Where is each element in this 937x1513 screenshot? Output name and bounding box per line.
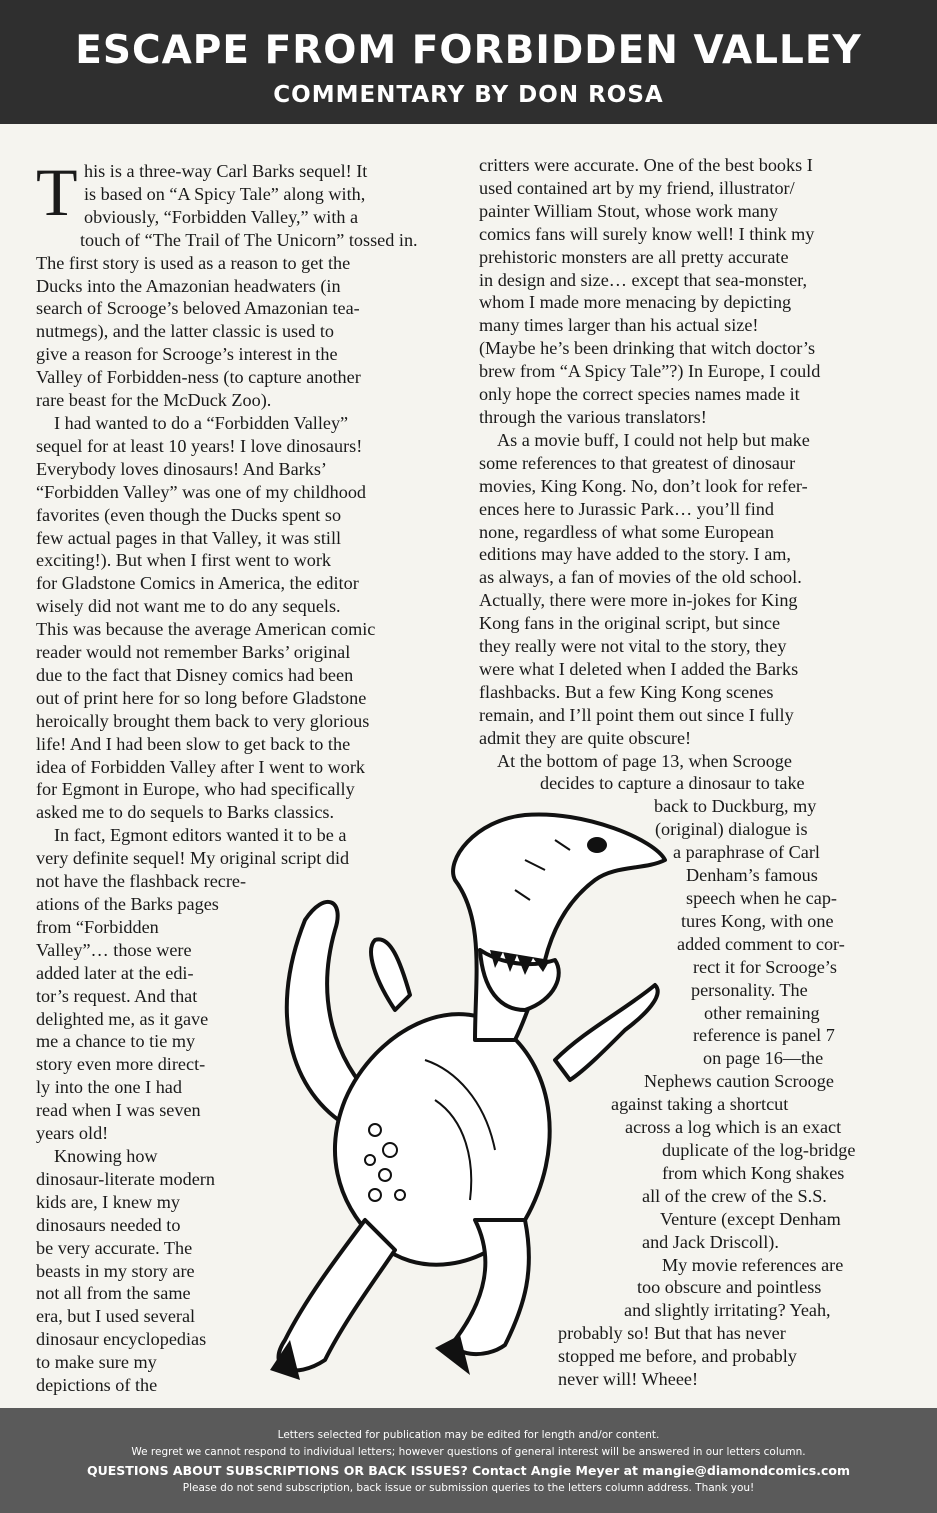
article-line: era, but I used several bbox=[36, 1306, 196, 1327]
article-line: years old! bbox=[36, 1123, 109, 1144]
article-line: were what I deleted when I added the Barks bbox=[479, 658, 799, 679]
article-line: stopped me before, and probably bbox=[558, 1346, 797, 1367]
article-line: out of print here for so long before Gladstone bbox=[36, 687, 367, 708]
article-line: I had wanted to do a “Forbidden Valley” bbox=[54, 412, 349, 433]
footer-line-2: We regret we cannot respond to individual letters; however questions of general interest will be answered in our letters column. bbox=[131, 1446, 806, 1458]
article-line: reader would not remember Barks’ original bbox=[36, 642, 351, 663]
article-line: heroically brought them back to very glorious bbox=[36, 710, 370, 731]
article-line: back to Duckburg, my bbox=[654, 796, 817, 817]
footer-line-3: QUESTIONS ABOUT SUBSCRIPTIONS OR BACK ISSUES? Contact Angie Meyer at mangie@diamondcomics.com bbox=[86, 1463, 850, 1478]
article-line: for Egmont in Europe, who had specifically bbox=[36, 779, 355, 800]
article-line: none, regardless of what some European bbox=[479, 521, 774, 542]
article-line: they really were not vital to the story, they bbox=[479, 636, 787, 657]
article-line: is based on “A Spicy Tale” along with, bbox=[84, 183, 366, 204]
article-line: (original) dialogue is bbox=[655, 819, 808, 840]
article-line: many times larger than his actual size! bbox=[479, 315, 759, 336]
article-line: movies, King Kong. No, don’t look for refer- bbox=[479, 475, 808, 496]
article-line: give a reason for Scrooge’s interest in the bbox=[36, 344, 338, 365]
article-line: reference is panel 7 bbox=[693, 1025, 835, 1046]
article-line: life! And I had been slow to get back to the bbox=[36, 733, 351, 754]
article-line: story even more direct- bbox=[36, 1054, 206, 1075]
article-line: read when I was seven bbox=[36, 1100, 201, 1121]
article-line: dinosaur-literate modern bbox=[36, 1168, 215, 1189]
article-line: used contained art by my friend, illustrator/ bbox=[479, 177, 795, 198]
article-line: to make sure my bbox=[36, 1352, 157, 1373]
article-line: idea of Forbidden Valley after I went to work bbox=[36, 756, 365, 777]
article-line: through the various translators! bbox=[479, 406, 707, 427]
article-line: nutmegs), and the latter classic is used to bbox=[36, 321, 334, 342]
article-line: painter William Stout, whose work many bbox=[479, 200, 778, 221]
article-line: prehistoric monsters are all pretty accurate bbox=[479, 246, 789, 267]
article-line: Knowing how bbox=[54, 1145, 158, 1166]
article-line: depictions of the bbox=[36, 1375, 158, 1396]
dinosaur-illustration bbox=[225, 800, 695, 1400]
article-line: touch of “The Trail of The Unicorn” tossed in. bbox=[80, 229, 418, 250]
article-line: beasts in my story are bbox=[36, 1260, 195, 1281]
article-line: delighted me, as it gave bbox=[36, 1008, 209, 1029]
article-line: remain, and I’ll point them out since I fully bbox=[479, 704, 794, 725]
article-line: ations of the Barks pages bbox=[36, 894, 219, 914]
page-subtitle: COMMENTARY BY DON ROSA bbox=[273, 82, 664, 108]
article-line: ences here to Jurassic Park… you’ll find bbox=[479, 498, 774, 519]
article-line: from “Forbidden bbox=[36, 916, 159, 937]
article-line: comics fans will surely know well! I think my bbox=[479, 223, 815, 244]
article-line: whom I made more menacing by depicting bbox=[479, 292, 792, 313]
article-line: due to the fact that Disney comics had been bbox=[36, 664, 354, 685]
article-line: asked me to do sequels to Barks classics. bbox=[36, 802, 335, 823]
article-line: across a log which is an exact bbox=[625, 1117, 842, 1138]
page-title: ESCAPE FROM FORBIDDEN VALLEY bbox=[75, 28, 862, 73]
article-line: against taking a shortcut bbox=[611, 1094, 789, 1115]
article-line: favorites (even though the Ducks spent so bbox=[36, 504, 342, 525]
article-line: “Forbidden Valley” was one of my childhood bbox=[36, 481, 367, 502]
article-line: not have the flashback recre- bbox=[36, 871, 247, 892]
article-line: other remaining bbox=[704, 1002, 820, 1023]
article-line: and Jack Driscoll). bbox=[642, 1231, 779, 1252]
article-line: added comment to cor- bbox=[677, 933, 845, 954]
article-line: me a chance to tie my bbox=[36, 1031, 196, 1052]
drop-cap: T bbox=[36, 154, 78, 230]
article-line: few actual pages in that Valley, it was still bbox=[36, 527, 342, 548]
article-line: in design and size… except that sea-monster, bbox=[479, 269, 808, 290]
article-line: dinosaurs needed to bbox=[36, 1214, 181, 1235]
article-line: sequel for at least 10 years! I love dinosaurs! bbox=[36, 435, 363, 456]
article-line: Nephews caution Scrooge bbox=[644, 1071, 834, 1092]
article-line: Everybody loves dinosaurs! And Barks’ bbox=[36, 458, 327, 479]
article-line: all of the crew of the S.S. bbox=[642, 1185, 827, 1206]
article-line: Valley”… those were bbox=[36, 939, 192, 960]
article-line: some references to that greatest of dinosaur bbox=[479, 452, 796, 473]
article-line: ly into the one I had bbox=[36, 1077, 182, 1098]
article-line: As a movie buff, I could not help but make bbox=[497, 429, 810, 450]
article-line: rare beast for the McDuck Zoo). bbox=[36, 390, 272, 411]
article-line: probably so! But that has never bbox=[558, 1323, 786, 1344]
article-line: dinosaur encyclopedias bbox=[36, 1329, 207, 1350]
article-line: too obscure and pointless bbox=[637, 1277, 822, 1298]
article-line: obviously, “Forbidden Valley,” with a bbox=[84, 206, 359, 227]
article-line: Valley of Forbidden-ness (to capture another bbox=[36, 367, 361, 388]
article-line: his is a three-way Carl Barks sequel! It bbox=[84, 161, 368, 181]
footer-line-4: Please do not send subscription, back issue or submission queries to the letters column address. Thank you! bbox=[182, 1482, 755, 1494]
footer-line-1: Letters selected for publication may be edited for length and/or content. bbox=[277, 1429, 660, 1441]
article-line: This was because the average American comic bbox=[36, 619, 376, 640]
article-line: tures Kong, with one bbox=[681, 910, 834, 931]
article-line: Kong fans in the original script, but since bbox=[479, 613, 781, 634]
article-line: Ducks into the Amazonian headwaters (in bbox=[36, 275, 341, 296]
article-line: My movie references are bbox=[662, 1254, 844, 1275]
article-line: In fact, Egmont editors wanted it to be a bbox=[54, 825, 347, 846]
footer-notice bbox=[0, 1408, 937, 1513]
article-line: never will! Wheee! bbox=[558, 1369, 699, 1390]
article-line: a paraphrase of Carl bbox=[673, 842, 820, 863]
article-line: decides to capture a dinosaur to take bbox=[540, 773, 805, 794]
article-line: rect it for Scrooge’s bbox=[693, 956, 837, 977]
article-line: from which Kong shakes bbox=[662, 1162, 845, 1183]
article-line: Denham’s famous bbox=[686, 865, 818, 886]
article-line: duplicate of the log-bridge bbox=[662, 1139, 856, 1160]
article-line: be very accurate. The bbox=[36, 1237, 193, 1258]
article-line: wisely did not want me to do any sequels. bbox=[36, 596, 341, 617]
article-line: At the bottom of page 13, when Scrooge bbox=[497, 750, 792, 771]
article-line: editions may have added to the story. I am, bbox=[479, 544, 791, 565]
article-line: not all from the same bbox=[36, 1283, 191, 1304]
article-line: (Maybe he’s been drinking that witch doctor’s bbox=[479, 338, 816, 359]
header-banner bbox=[0, 0, 937, 124]
article-line: tor’s request. And that bbox=[36, 985, 198, 1006]
article-line: as always, a fan of movies of the old school. bbox=[479, 567, 802, 588]
article-line: very definite sequel! My original script did bbox=[36, 848, 350, 869]
article-line: personality. The bbox=[691, 979, 808, 1000]
article-line: added later at the edi- bbox=[36, 962, 194, 983]
article-line: The first story is used as a reason to get the bbox=[36, 252, 351, 273]
article-line: Actually, there were more in-jokes for King bbox=[479, 590, 798, 611]
article-line: admit they are quite obscure! bbox=[479, 727, 692, 748]
article-line: search of Scrooge’s beloved Amazonian tea- bbox=[36, 298, 360, 319]
article-line: kids are, I knew my bbox=[36, 1191, 180, 1212]
article-line: Venture (except Denham bbox=[660, 1208, 841, 1229]
article-line: for Gladstone Comics in America, the editor bbox=[36, 573, 359, 594]
article-line: brew from “A Spicy Tale”?) In Europe, I could bbox=[479, 361, 821, 382]
article-line: on page 16—the bbox=[703, 1048, 824, 1069]
article-line: only hope the correct species names made it bbox=[479, 384, 800, 405]
article-line: flashbacks. But a few King Kong scenes bbox=[479, 681, 774, 702]
article-line: speech when he cap- bbox=[686, 888, 837, 908]
article-line: exciting!). But when I first went to work bbox=[36, 550, 331, 571]
article-line: critters were accurate. One of the best books I bbox=[479, 155, 813, 175]
article-line: and slightly irritating? Yeah, bbox=[624, 1300, 831, 1321]
